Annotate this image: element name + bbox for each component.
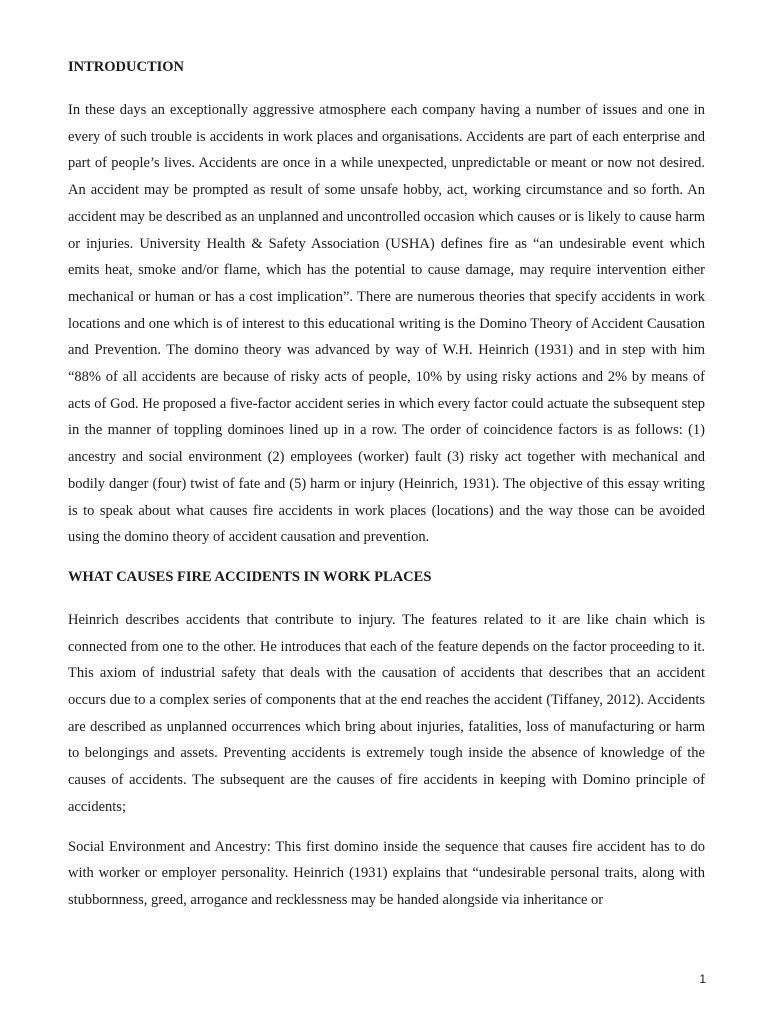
causes-paragraph: Heinrich describes accidents that contribute to injury. The features related to it are like chain which is connected from one to the other. He introduces that each of the feature depends on the factor proceeding to it. This axiom of industrial safety that deals with the causation of accidents that describes that an accident occurs due to a complex series of components that at the end reaches the accident (Tiffaney, 2012). Accidents are described as unplanned occurrences which bring about injuries, fatalities, loss of manufacturing or harm to belongings and assets. Preventing accidents is extremely tough inside the absence of knowledge of the causes of accidents. The subsequent are the causes of fire accidents in keeping with Domino principle of accidents; xyxy=(68,611,705,815)
document-body xyxy=(68,57,705,914)
social-environment-paragraph: Social Environment and Ancestry: This first domino inside the sequence that causes fire accident has to do with worker or employer personality. Heinrich (1931) explains that “undesirable personal traits, along with stubbornness, greed, arrogance and recklessness may be handed alongside via inheritance or xyxy=(68,838,705,908)
introduction-paragraph: In these days an exceptionally aggressive atmosphere each company having a number of issues and one in every of such trouble is accidents in work places and organisations. Accidents are part of each enterprise and part of people’s lives. Accidents are once in a while unexpected, unpredictable or meant or now not desired. An accident may be prompted as result of some unsafe hobby, act, working circumstance and so forth. An accident may be described as an unplanned and uncontrolled occasion which causes or is likely to cause harm or injuries. University Health & Safety Association (USHA) defines fire as “an undesirable event which emits heat, smoke and/or flame, which has the potential to cause damage, may require intervention either mechanical or human or has a cost implication”. There are numerous theories that specify accidents in work locations and one which is of interest to this educational writing is the Domino Theory of Accident Causation and Prevention. The domino theory was advanced by way of W.H. Heinrich (1931) and in step with him “88% of all accidents are because of risky acts of people, 10% by using risky actions and 2% by means of acts of God. He proposed a five-factor accident series in which every factor could actuate the subsequent step in the manner of toppling dominoes lined up in a row. The order of coincidence factors is as follows: (1) ancestry and social environment (2) employees (worker) fault (3) risky act together with mechanical and bodily danger (four) twist of fate and (5) harm or injury (Heinrich, 1931). The objective of this essay writing is to speak about what causes fire accidents in work places (locations) and the way those can be avoided using the domino theory of accident causation and prevention. xyxy=(68,102,705,546)
section-heading-causes: WHAT CAUSES FIRE ACCIDENTS IN WORK PLACES xyxy=(68,568,432,585)
page-number: 1 xyxy=(699,972,706,986)
section-heading-introduction: INTRODUCTION xyxy=(68,59,185,75)
